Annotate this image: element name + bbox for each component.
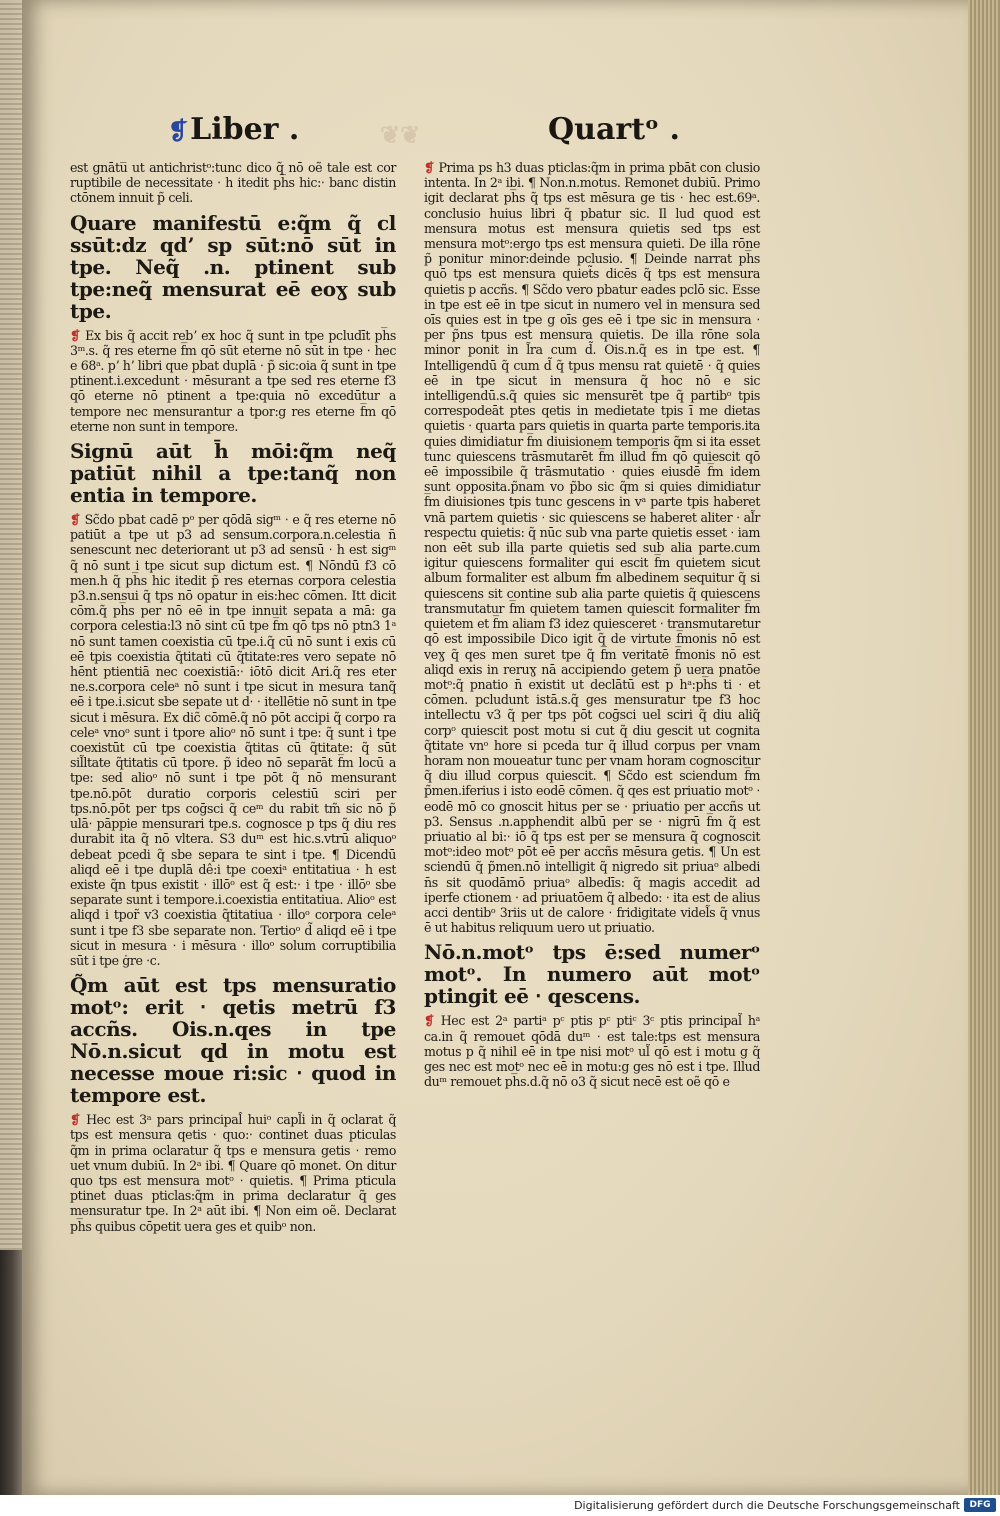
bleed-through-decoration: ❦❦: [380, 120, 421, 149]
lemma-paragraph: [70, 974, 396, 1106]
commentary-paragraph: [424, 160, 760, 935]
paragraph-text: Hec est 3ᵃ pars principal̂ huiᵒ capl̃i in q̃ oclarat q̃ tps est mensura qetis ‧ quo:‧ continet duas pticulas q̃m in prima oclaratur q̃ tps e mensura getis ‧ remo uet vnum dubiū. In 2ᵃ ibi. ¶ Quare qō monet. On ditur quo tps est mensura motᵒ ‧ quietis. ¶ Prima pticula ptinet duas pticlas:q̃m in prima declaratur q̃ ges mensuratur tpe. In 2ᵃ aūt ibi. ¶ Non eim oẽ. Declarat ph̅s quibus cōpetit uera ges et quibᵒ non.: [70, 1112, 396, 1234]
paragraph-text: Q̃m aūt est tps mensuratio motᵒ: erit ‧ qetis metrū f3 accñs. Ois.n.qes in tpe Nō.n.sicut qd in motu est necesse moue ri:sic ‧ quod in tempore est.: [70, 973, 396, 1108]
paragraph-text: Ex bis q̃ accit rebʼ ex hoc q̃ sunt in tpe pcludīt ph̅s 3ᵐ.s. q̃ res eterne f̅m qō sūt eterne nō sūt in tpe ‧ hec e 68ᵃ. pʼ hʼ libri que pbat duplā ‧ p̃ sic:oia q̃ sunt in tpe ptinent.i.excedunt ‧ mēsurant a tpe sed res eterne f3 qō eterne nō ptinent a tpe:quia nō excedūtur a tempore nec mensurantur a tpor:g res eterne f̅m qō eterne non sunt in tempore.: [70, 327, 396, 434]
footer-credit-bar: [0, 1495, 1000, 1516]
dfg-logo: DFG: [964, 1498, 996, 1512]
rubric-mark-icon: ❡: [70, 327, 86, 343]
running-head-left: [168, 112, 299, 147]
footer-credit-text: Digitalisierung gefördert durch die Deutsche Forschungsgemeinschaft: [574, 1499, 960, 1512]
commentary-paragraph: [70, 512, 396, 968]
paragraph-text: Signū aūt h̄ mōi:q̃m neq̃ patiūt nihil a tpe:tanq̃ non entia in tempore.: [70, 439, 396, 508]
running-head-left-text: Liber .: [190, 112, 300, 147]
paragraph-text: Hec est 2ᵃ partiᵃ pᶜ ptis pᶜ ptiᶜ 3ᶜ ptis principal̃ hᵃ ca.in q̃ remouet qōdā duᵐ ‧ est tale:tps est mensura motus p q̃ nihil eē in tpe nisi motᵒ ul̃ qō est i motu g q̃ ges nec est motᵒ nec eē in motu:g ges nō est i tpe. Illud duᵐ remouet ph̅s.d.q̃ nō o3 q̃ sicut necē est oẽ qō e: [424, 1013, 760, 1090]
running-head-right: [548, 112, 680, 147]
rubric-mark-icon: ❡: [70, 1112, 87, 1128]
paragraph-text: Sc̃do pbat cadē pᵒ per qōdā sigᵐ ‧ e q̃ res eterne nō patiūt a tpe ut p3 ad sensum.corpora.n.celestia n̄ senescunt nec deteriorant ut p3 ad sensū ‧ h est sigᵐ q̃ nō sunt i tpe sicut sup dictum est. ¶ Nōndū f3 cō men.h q̃ ph̅s hic itedit p̃ res eternas corpora celestia p3.n.sensui q̃ tps nō opatur in eis:hec cōmen. Itt dicit cōm.q̃ ph̅s per nō eē in tpe innuit sepata a mā: ga corpora celestia:l3 nō sint cū tpe f̅m qō tps nō ptn3 1ᵃ nō sunt tamen coexistia cū tpe.i.q̃ cū nō sunt i exis cū eē tpis coexistia q̃titati cū q̃titate:res vero sepate nō hēnt ptientiā nec coexistiā:‧ iōtō dicit Ari.q̃ res eter ne.s.corpora celeᵃ nō sunt i tpe sicut in mesura tanq̃ eē i tpe.i.sicut sbe sepate ut d‧ ‧ itellētie nō sunt in tpe sicut i mēsura. Ex dic̃ cōmē.q̃ nō pōt accipi q̃ corpo ra celeᵃ vnoᵒ sunt i tpore alioᵒ nō sunt i tpe: q̃ sunt i tpe coexistūt cū tpe coexistia q̃titas cū q̃titate: q̃ sūt sil̃ltate q̃titatis cū tpore. p̃ ideo nō separāt f̅m locū a tpe: sed alioᵒ nō sunt i tpe pōt q̃ nō mensurant tpe.nō.pōt duratio corporis celestiū sciri per tps.nō.pōt per tps coḡsci q̃ ceᵐ du rabit tm̃ sic nō p̃ ulā‧ pāppie mensurari tpe.s. cognosce p tps q̃ diu res durabit ita q̃ nō vltera. S3 duᵐ est hic.s.vtrū aliquoᵒ debeat pcedi q̃ sbe separa te sint i tpe. ¶ Dicendū aliqd eē i tpe duplā dê:i tpe coexiᵃ entitatiua ‧ h est existe q̃n tpus existit ‧ illōᵒ est q̃ est:‧ i tpe ‧ illōᵒ sbe separate sunt i tempore.i.coexistia entitatiua. Alioᵒ est aliqd i tpor̃ v3 coexistia q̃titatiua ‧ illoᵒ corpora celeᵃ sunt i tpe f3 sbe separate non. Tertioᵒ d̃ aliqd eē i tpe sicut in mesura ‧ i mēsura ‧ illoᵒ solum corruptibilia sūt i tpe ġre ‧c.: [70, 512, 396, 968]
right-page-edges: [968, 0, 1000, 1495]
commentary-paragraph: [70, 1112, 396, 1234]
rubric-mark-icon: ❡: [70, 512, 85, 528]
commentary-paragraph: [70, 328, 396, 434]
lemma-paragraph: [424, 941, 760, 1007]
lemma-paragraph: [70, 212, 396, 322]
text-column-right: [424, 160, 760, 1095]
left-page-edges: [0, 0, 22, 1250]
commentary-paragraph: [70, 160, 396, 206]
paragraph-mark-icon: ❡: [168, 116, 189, 145]
lemma-paragraph: [70, 440, 396, 506]
running-head-right-text: Quartᵒ .: [548, 112, 680, 147]
rubric-mark-icon: ❡: [424, 1013, 441, 1029]
text-column-left: [70, 160, 396, 1240]
rubric-mark-icon: ❡: [424, 160, 439, 175]
paragraph-text: Nō.n.motᵒ tps ē:sed numerᵒ motᵒ. In numero aūt motᵒ ptingit eē ‧ qescens.: [424, 940, 760, 1009]
commentary-paragraph: [424, 1013, 760, 1089]
paragraph-text: Prima ps h3 duas pticlas:q̃m in prima pbāt con clusio intenta. In 2ᵃ ibi. ¶ Non.n.motus. Remonet dubiū. Primo igit declarat ph̅s q̃ tps est mēsura ge tis ‧ hec est.69ᵃ. conclusio huius libri q̃ pbatur sic. Il lud quod est mensura motus est mensura quietis sed tps est mensura motᵒ:ergo tps est mensura quieti. De illa rōne p̃ ponitur minor:deinde pclusio. ¶ Deinde narrat ph̅s quō tps est mensura quiet̃s dicēs q̃ tps est mensura quietis p accñs. ¶ Sc̃do vero pbatur eades pclō sic. Esse in tpe est eē in tpe sicut in numero vel in mensura sed oīs quies est in tpe g oīs ges eē i tpe sic in mensura ‧ per p̃ns tpus est mensura quietis. De illa rōne sola minor ponit in l̃ra cum d̃. Ois.n.q̃ es in tpe est. ¶ Intelligendū q̃ cum d̃ q̃ tpus mensu rat quietē ‧ q̃ quies eē in tpe sicut in mensura q̃ hoc nō e sic intelligendū.s.q̃ quies sic mensurēt tpe q̃ partibᵒ tpis correspodeāt ptes qetis in medietate tpis ī me dietas quietis ‧ quarta pars quietis in quarta parte temporis.ita quies dimidiatur f̅m diuisionem temporis q̃m si ita esset tunc quiescens trāsmutarēt f̅m illud f̅m qō quiescit qō eē impossibile q̃ trāsmutatio ‧ quies eiusdē f̅m idem sunt opposita.p̃nam vo p̃bo sic q̃m si quies dimidiatur f̅m diuisiones tpis tunc gescens in vᵃ parte tpis haberet vnā partem quietis ‧ sic quiescens se haberet aliter ‧ al̃r respectu quietis: q̃ nūc sub vna parte quietis esset ‧ iam non eēt sub illa parte quietis sed sub alia parte.cum igitur quiescens formaliter qui escit f̅m quietem sicut album formaliter est album f̅m albedinem sequitur q̃ si quiescens sit contine sub alia parte quietis q̃ quiescens transmutatur f̅m quietem tamen quiescit formaliter f̅m quietem et f̅m aliam f3 idez quiesceret ‧ transmutaretur qō est impossibile Dico igit q̃ de virtute f̅monis nō est veɣ q̃ qes men suret tpe q̃ f̅m veritatē f̅monis nō est aliqd exis in reruɣ nā accipiendo getem p̃ uera pnatōe motᵒ:q̃ pnatio n̄ existit ut declātū est p hᵃ:ph̅s ti ‧ et cōmen. pcludunt istā.s.q̃ ges mensuratur tpe f3 hoc intellectu v3 q̃ per tps pōt coḡsci uel sciri q̃ diu aliq̃ corpᵒ quiescit post motu si cut q̃ diu gescit ut cognita q̃titate vnᵒ hore si pceda tur q̃ illud corpus per vnam horam non moueatur tunc per vnam horam cognoscitur q̃ diu illud corpus quiescit. ¶ Sc̃do est sciendum f̅m p̃men.iferius i isto eodē cōmen. q̃ qes est priuatio motᵒ ‧ eodē mō co gnoscit hitus per se ‧ priuatio per accñs ut p3. Sensus .n.apphendit albū per se ‧ nigrū f̅m q̃ est priuatio al bi:‧ iō q̃ tps est per se mensura q̃ cognoscit motᵒ:ideo motᵒ pōt eē per accñs mēsura getis. ¶ Un est sciendū q̃ p̃men.nō intelligit q̃ nigredo sit priuaᵒ albedi n̄s sit quodāmō priuaᵒ albedīs: q̃ magis accedit ad iperfe ctionem ‧ ad priuatōem q̃ albedo: ‧ ita est de alius acci dentibᵒ 3riis ut de calore ‧ fridigitate videl̃s q̃ vnus ē ut habitus reliquum uero ut priuatio.: [424, 160, 760, 936]
paragraph-text: est gnātu̅ ut antichristᵒ:tunc dico q̃ nō oẽ tale est cor ruptibile de necessitate ‧ h itedit ph̅s hic:‧ banc distin ctōnem innuit p̃ celi.: [70, 160, 396, 206]
paragraph-text: Quare manifestū e:q̃m q̃ cl ssūt:dz qdʼ sp sūt:nō sūt in tpe. Neq̃ .n. ptinent sub tpe:neq̃ mensurat eē eoɣ sub tpe.: [70, 210, 396, 323]
